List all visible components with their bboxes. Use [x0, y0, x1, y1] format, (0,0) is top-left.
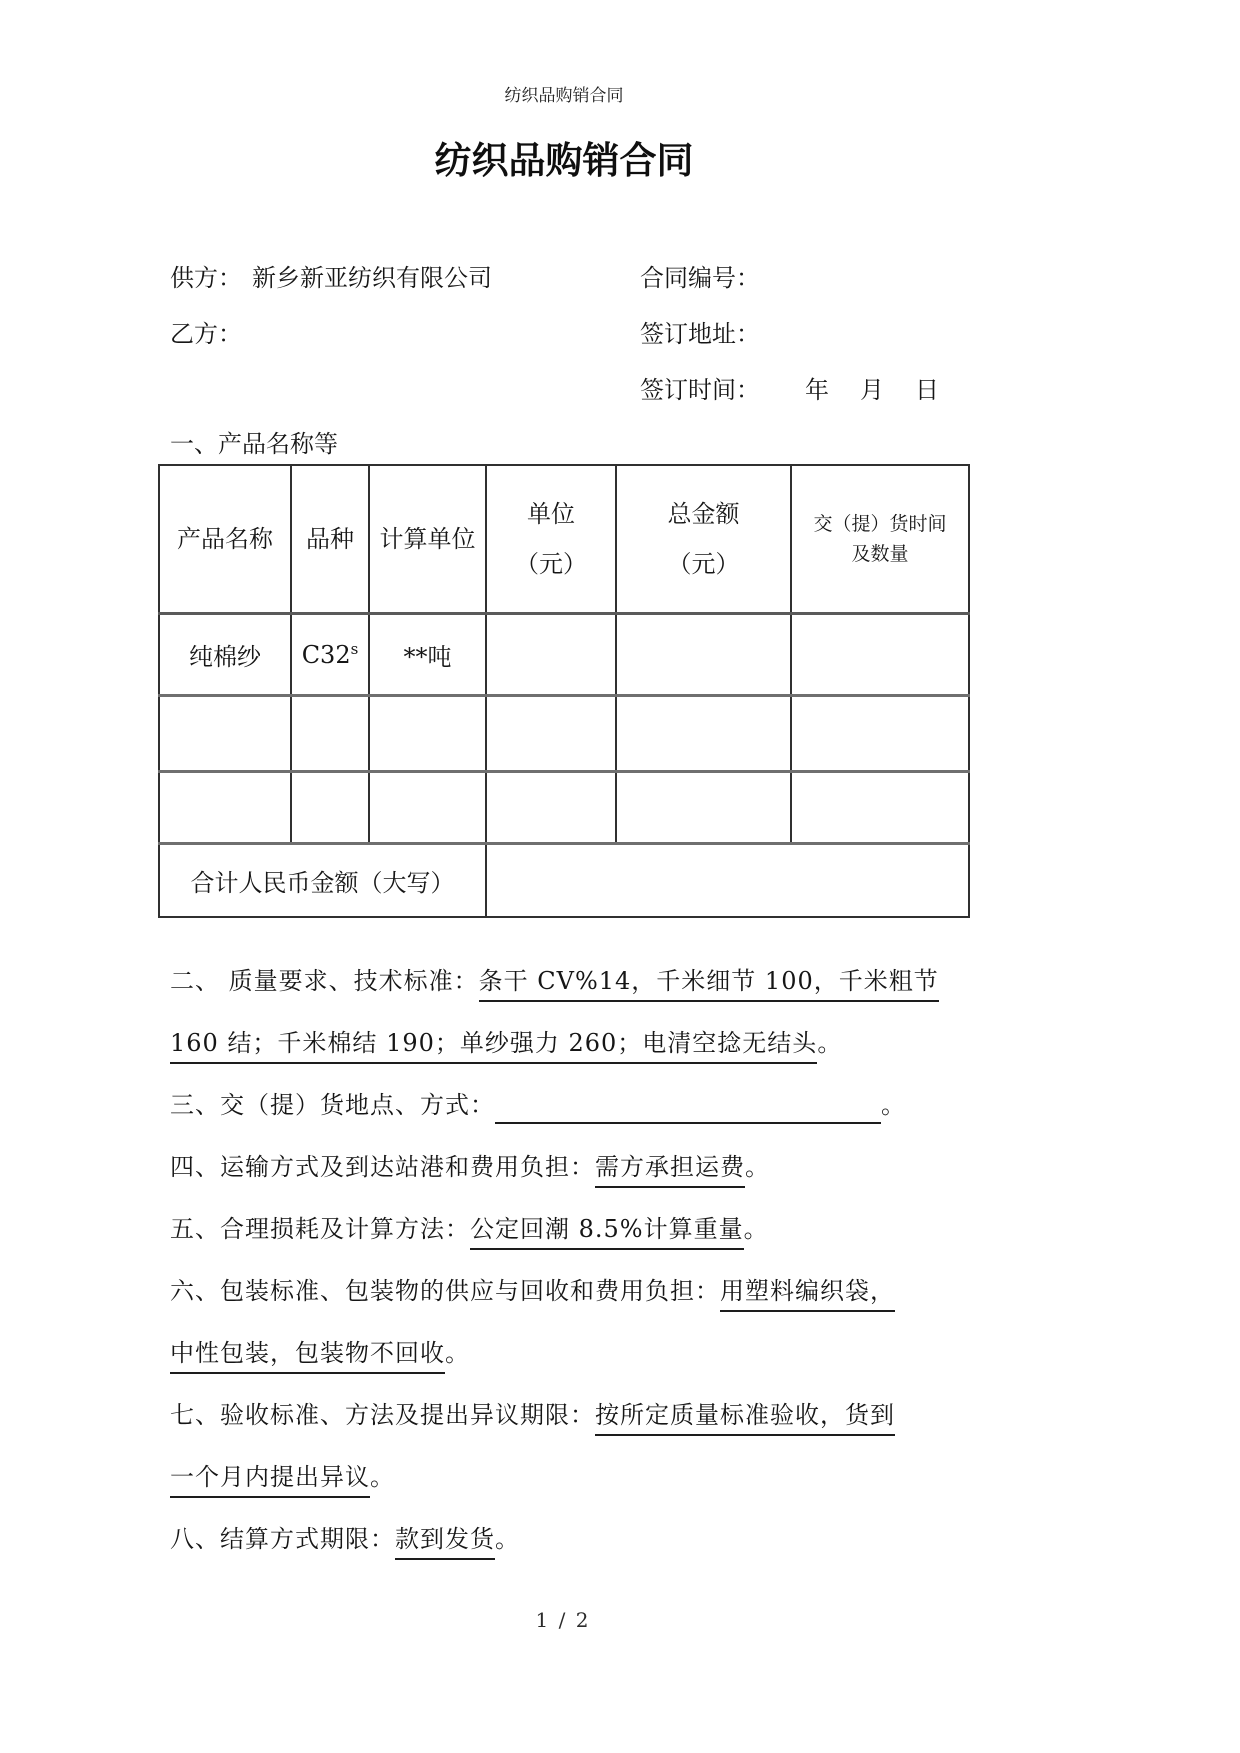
- sign-time-label: 签订时间：: [640, 376, 760, 404]
- document-content: [158, 0, 970, 1570]
- table-row-empty-2: [159, 771, 969, 843]
- cell-delivery-time-qty: [791, 613, 969, 695]
- header-unit-of-measure: 计算单位: [369, 465, 486, 613]
- table-cell-empty: [791, 771, 969, 843]
- table-cell-empty: [159, 695, 291, 771]
- sign-time-day: 日: [915, 376, 939, 404]
- clause-7-line-1: 七、验收标准、方法及提出异议期限：按所定质量标准验收，货到: [170, 1384, 970, 1446]
- cell-product-name: 纯棉纱: [159, 613, 291, 695]
- header-total-amount: 总金额 （元）: [616, 465, 791, 613]
- cell-total-amount: [616, 613, 791, 695]
- clause-2-line-1: 二、 质量要求、技术标准：条干 CV%14，千米细节 100，千米粗节: [170, 950, 970, 1012]
- table-cell-empty: [791, 695, 969, 771]
- contract-no-label: 合同编号：: [640, 264, 760, 292]
- party-row-sign-time: [170, 362, 970, 418]
- buyer-label: 乙方：: [170, 320, 242, 348]
- clause-8-line: 八、结算方式期限：款到发货。: [170, 1508, 970, 1570]
- fill-in-blank: [495, 1102, 881, 1124]
- total-amount-words-value: [486, 843, 969, 917]
- clause-5-line: 五、合理损耗及计算方法：公定回潮 8.5%计算重量。: [170, 1198, 970, 1260]
- table-row-total: [159, 843, 969, 917]
- header-product-name: 产品名称: [159, 465, 291, 613]
- section-1-heading: 一、产品名称等: [170, 430, 338, 458]
- cell-unit-price: [486, 613, 616, 695]
- table-cell-empty: [616, 771, 791, 843]
- sign-time-month: 月: [860, 376, 884, 404]
- party-row-buyer: [170, 306, 970, 362]
- sign-time-spacer: [170, 362, 640, 418]
- running-header: 纺织品购销合同: [504, 86, 624, 106]
- sign-time-year: 年: [805, 376, 829, 404]
- document-title: 纺织品购销合同: [434, 139, 694, 182]
- party-row-supplier: [170, 250, 970, 306]
- clause-6-line-1: 六、包装标准、包装物的供应与回收和费用负担：用塑料编织袋，: [170, 1260, 970, 1322]
- cell-unit-of-measure: **吨: [369, 613, 486, 695]
- table-cell-empty: [291, 771, 369, 843]
- table-row-empty-1: [159, 695, 969, 771]
- table-cell-empty: [486, 695, 616, 771]
- supplier-field: [170, 250, 640, 306]
- table-cell-empty: [159, 771, 291, 843]
- clause-7-line-2: 一个月内提出异议。: [170, 1446, 970, 1508]
- clause-3-line: 三、交（提）货地点、方式： 。: [170, 1074, 970, 1136]
- product-table-header-row: [159, 465, 969, 613]
- clause-2-line-2: 160 结；千米棉结 190；单纱强力 260；电清空捻无结头。: [170, 1012, 970, 1074]
- header-unit-price: 单位 （元）: [486, 465, 616, 613]
- parties-section: [158, 250, 970, 418]
- sign-time-field: [640, 362, 970, 418]
- page-number: 1 / 2: [535, 1608, 591, 1632]
- table-cell-empty: [369, 771, 486, 843]
- header-delivery-time-qty: 交（提）货时间 及数量: [791, 465, 969, 613]
- table-cell-empty: [291, 695, 369, 771]
- sign-place-label: 签订地址：: [640, 320, 760, 348]
- variety-superscript: s: [350, 639, 359, 658]
- buyer-field: [170, 306, 640, 362]
- table-row-product-1: [159, 613, 969, 695]
- table-cell-empty: [486, 771, 616, 843]
- supplier-label: 供方：: [170, 264, 242, 292]
- clause-6-line-2: 中性包装，包装物不回收。: [170, 1322, 970, 1384]
- table-cell-empty: [369, 695, 486, 771]
- header-variety: 品种: [291, 465, 369, 613]
- supplier-value: 新乡新亚纺织有限公司: [252, 264, 492, 292]
- contract-clauses: [158, 950, 970, 1570]
- sign-place-field: [640, 306, 970, 362]
- contract-no-field: [640, 250, 970, 306]
- cell-variety: C32$^s$: [291, 613, 369, 695]
- product-table: [158, 464, 970, 918]
- clause-4-line: 四、运输方式及到达站港和费用负担：需方承担运费。: [170, 1136, 970, 1198]
- table-cell-empty: [616, 695, 791, 771]
- total-amount-words-label: 合计人民币金额（大写）: [159, 843, 486, 917]
